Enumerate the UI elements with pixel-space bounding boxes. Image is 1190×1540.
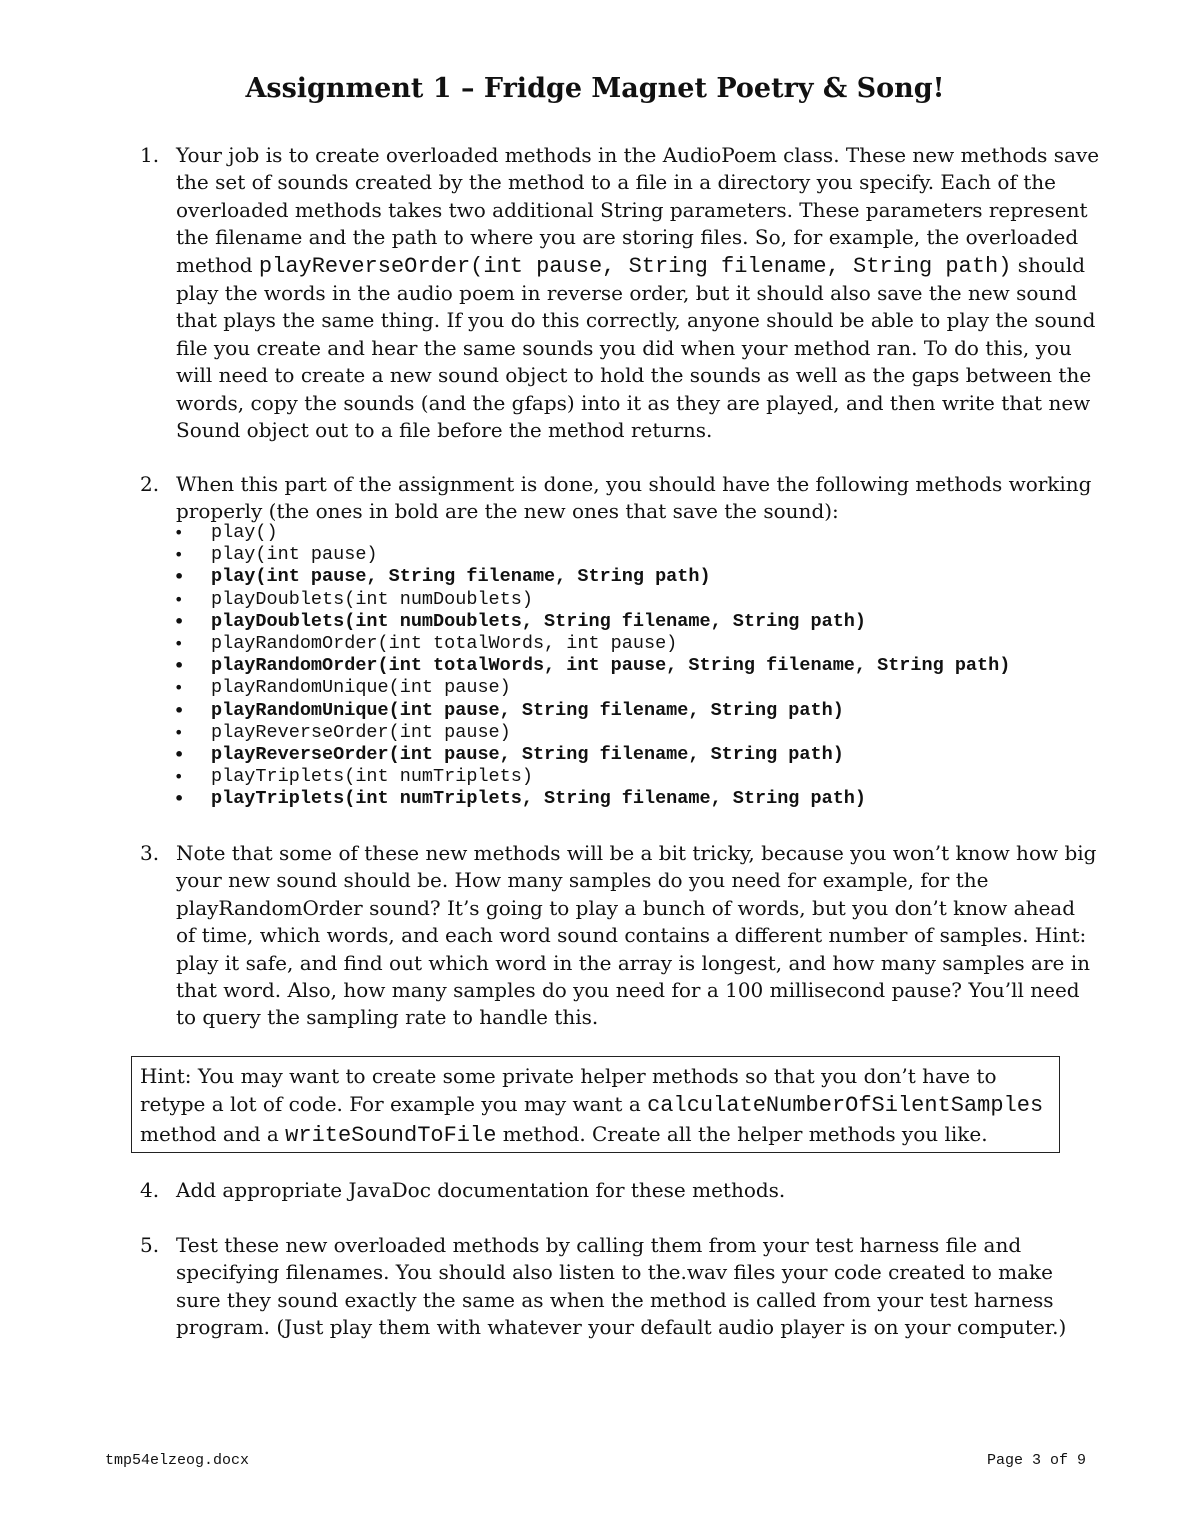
method-signature: playTriplets(int numTriplets, String filename, String path): [211, 788, 867, 810]
bullet-icon: •: [174, 767, 184, 787]
list-number: 5.: [140, 1233, 160, 1257]
bullet-icon: •: [174, 700, 185, 720]
footer-page-number: Page 3 of 9: [986, 1452, 1086, 1469]
method-item: [176, 633, 1010, 655]
hint-text-b: method and a: [140, 1122, 286, 1146]
list-item-1: [140, 142, 1100, 444]
list-item-text: Note that some of these new methods will be a bit tricky, because you won’t know how big your new sound should be. How many samples do you need for example, for the playRandomOrder sound? It’s going to play a bunch of words, but you don’t know ahead of time, which words, and each word sound contains a different number of samples. Hint: play it safe, and find out which word in the array is longest, and how many samples are in that word. Also, how many samples do you need for a 100 millisecond pause? You’ll need to query the sampling rate to handle this.: [176, 841, 1097, 1030]
page-title: Assignment 1 – Fridge Magnet Poetry & Song!: [245, 73, 945, 104]
list-item-4: [140, 1177, 1100, 1204]
method-item-new: [176, 566, 1010, 588]
bullet-icon: •: [174, 744, 185, 764]
code-snippet: writeSoundToFile: [285, 1123, 497, 1148]
method-signature: playDoublets(int numDoublets): [211, 588, 533, 610]
code-snippet: calculateNumberOfSilentSamples: [647, 1093, 1044, 1118]
method-item-new: [176, 700, 1010, 722]
bullet-icon: •: [174, 678, 184, 698]
method-item-new: [176, 788, 1010, 810]
method-item: [176, 589, 1010, 611]
list-item-text: When this part of the assignment is done, you should have the following methods working properly (the ones in bold are the new ones that save the sound):: [176, 472, 1092, 524]
method-item: [176, 522, 1010, 544]
method-item-new: [176, 655, 1010, 677]
hint-text-a: Hint: You may want to create some private helper methods so that you don’t have to retype a lot of code. For example you may want a: [140, 1064, 997, 1116]
hint-box: [131, 1056, 1060, 1153]
method-item: [176, 766, 1010, 788]
bullet-icon: •: [174, 567, 185, 587]
method-signature: playRandomUnique(int pause): [211, 677, 511, 699]
method-item-new: [176, 744, 1010, 766]
bullet-icon: •: [174, 789, 185, 809]
list-item-text: [176, 142, 1100, 444]
list-number: 2.: [140, 472, 160, 496]
list-number: 1.: [140, 143, 160, 167]
item-1-text-a: Your job is to create overloaded methods in the AudioPoem class. These new methods save the set of sounds created by the method to a file in a directory you specify. Each of the overloaded methods takes two additional String parameters. These parameters represent the filename and the path to where you are storing files. So, for example, the overloaded method: [176, 143, 1100, 277]
list-item-3: [140, 840, 1100, 1032]
list-number: 4.: [140, 1178, 160, 1202]
hint-text-c: method. Create all the helper methods you like.: [496, 1122, 988, 1146]
bullet-icon: •: [174, 656, 185, 676]
code-snippet: playReverseOrder(int pause, String filename, String path): [258, 253, 1012, 279]
list-item-5: [140, 1232, 1100, 1342]
method-signature: playReverseOrder(int pause, String filename, String path): [211, 743, 844, 765]
method-signature: play(int pause, String filename, String path): [211, 566, 711, 588]
bullet-icon: •: [174, 722, 184, 742]
method-signature: play(): [211, 522, 278, 543]
method-signature: playRandomUnique(int pause, String filename, String path): [211, 699, 844, 721]
bullet-icon: •: [174, 633, 184, 653]
list-item-2: [140, 471, 1100, 526]
item-1-text-b: should play the words in the audio poem in reverse order, but it should also save the new sound that plays the same thing. If you do this correctly, anyone should be able to play the sound file you create and hear the same sounds you did when your method ran. To do this, you will need to create a new sound object to hold the sounds as well as the gaps between the words, copy the sounds (and the gfaps) into it as they are played, and then write that new Sound object out to a file before the method returns.: [176, 252, 1096, 443]
method-item: [176, 677, 1010, 699]
method-signature: playReverseOrder(int pause): [211, 721, 511, 743]
method-item-new: [176, 611, 1010, 633]
method-item: [176, 544, 1010, 566]
method-signature: playRandomOrder(int totalWords, int pause, String filename, String path): [211, 655, 1011, 677]
method-list: [176, 522, 1010, 810]
method-item: [176, 722, 1010, 744]
bullet-icon: •: [174, 523, 184, 542]
bullet-icon: •: [174, 589, 184, 609]
method-signature: play(int pause): [211, 544, 378, 566]
list-item-text: Add appropriate JavaDoc documentation for these methods.: [176, 1178, 786, 1202]
bullet-icon: •: [174, 545, 184, 565]
method-signature: playRandomOrder(int totalWords, int pause): [211, 632, 678, 654]
footer-filename: tmp54elzeog.docx: [105, 1452, 250, 1469]
list-item-text: Test these new overloaded methods by calling them from your test harness file and specifying filenames. You should also listen to the.wav files your code created to make sure they sound exactly the same as when the method is called from your test harness program. (Just play them with whatever your default audio player is on your computer.): [176, 1233, 1067, 1340]
bullet-icon: •: [174, 611, 185, 631]
list-number: 3.: [140, 841, 160, 865]
method-signature: playDoublets(int numDoublets, String filename, String path): [211, 610, 867, 632]
method-signature: playTriplets(int numTriplets): [211, 766, 533, 788]
